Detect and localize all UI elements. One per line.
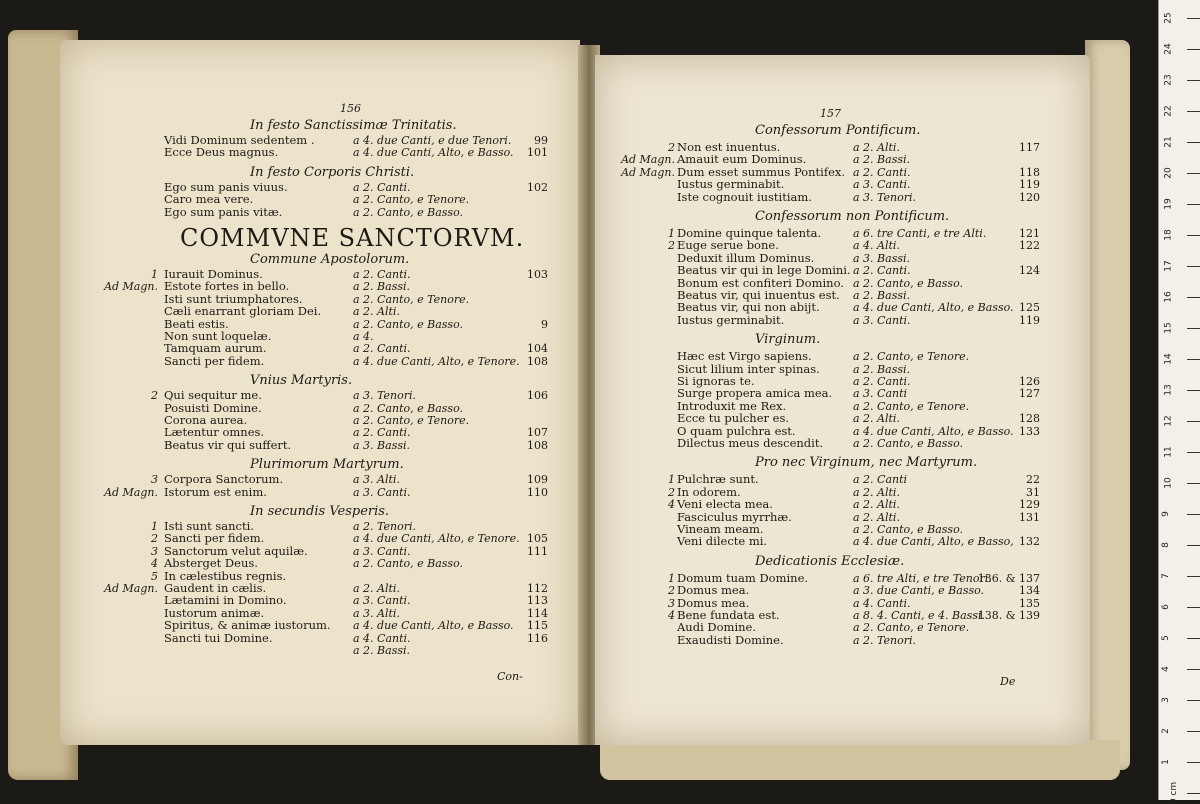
ruler-label: 12 [1163,415,1174,427]
ruler-label: 11 [1163,446,1174,458]
entry-voicing: a 2. Canto, e Tenore. [853,350,970,364]
entry-voicing: a 4. due Canti, Alto, e Basso. [853,301,1014,315]
ruler-tick [1187,669,1200,670]
ruler-label: 9 [1160,511,1171,517]
section-heading: Virginum. [755,332,821,348]
entry-voicing: a 2. Alti. [853,510,900,524]
entry-title: Beatus vir qui suffert. [164,437,292,452]
entry-page: 121 [1019,227,1040,240]
entry-label: 2 [668,584,675,598]
entry-title: Istorum est enim. [164,484,267,499]
ruler-tick [1187,483,1200,484]
entry-label: 3 [151,473,158,487]
entry-title: Estote fortes in bello. [164,279,290,294]
entry-title: Sancti per fidem. [164,353,265,368]
entry-page: 111 [527,544,548,558]
entry-page: 129 [1019,498,1040,512]
entry-voicing: a 3. Alti. [353,606,400,620]
entry-label: 1 [668,473,675,487]
entry-title: Domus mea. [677,595,750,610]
entry-page: 110 [527,485,548,499]
entry-title: Introduxit me Rex. [677,398,787,413]
entry-voicing: a 4. due Canti, Alto, e Basso. [353,619,514,633]
entry-label: 2 [151,532,158,546]
entry-page: 109 [527,473,548,487]
entry-title: Si ignoras te. [677,374,755,388]
entry-label: 4 [668,609,675,622]
entry-title: Sanctorum velut aquilæ. [164,543,308,558]
entry-voicing: a 8. 4. Canti, e 4. Bassi. [853,609,985,622]
entry-title: Iustorum animæ. [164,605,265,620]
entry-title: Vineam meam. [677,522,764,536]
ruler-label: 20 [1163,167,1174,179]
ruler-tick [1187,514,1200,515]
entry-voicing: a 3. Bassi. [853,251,910,265]
entry-label: Ad Magn. [621,153,675,167]
entry-title: Qui sequitur me. [164,388,262,403]
entry-title: Posuisti Domine. [164,400,262,415]
entry-page: 128 [1019,412,1040,426]
entry-voicing: a 4. due Canti, Alto, e Basso. [853,424,1014,438]
entry-title: Non sunt loquelæ. [164,329,272,343]
ruler-tick [1187,793,1200,794]
section-title: COMMVNE SANCTORVM. [180,224,525,252]
entry-label: 4 [151,557,158,571]
left-page [60,40,580,745]
page-number: 156 [340,102,361,115]
entry-title: Deduxit illum Dominus. [677,250,815,265]
entry-title: Iste cognouit iustitiam. [677,189,812,204]
ruler-tick [1187,359,1200,360]
entry-voicing: a 2. Canto, e Basso. [853,523,964,536]
entry-voicing: a 3. Canti. [353,544,411,558]
entry-title: In odorem. [677,484,741,499]
ruler-tick [1187,607,1200,608]
entry-title: Euge serue bone. [677,238,779,253]
entry-title: Exaudisti Domine. [677,632,784,647]
entry-page: 127 [1019,387,1040,401]
entry-voicing: a 2. Alti. [853,412,900,426]
ruler-tick [1187,266,1200,267]
entry-label: Ad Magn. [104,280,158,294]
entry-voicing: a 2. Canti [853,473,908,487]
entry-voicing: a 3. Canti. [853,313,911,327]
entry-page: 116 [527,631,548,645]
entry-page: 113 [527,594,548,608]
right-page-edges [1085,40,1130,770]
page-number: 157 [820,107,841,120]
entry-voicing: a 4. due Canti, Alto, e Tenore. [353,354,520,368]
entry-page: 101 [527,146,548,160]
ruler-label: 25 [1163,12,1174,24]
entry-page: 125 [1019,301,1040,315]
entry-voicing: a 3. Canti. [353,594,411,608]
entry-page: 117 [1019,141,1040,154]
entry-voicing: a 2. Canto, e Basso. [353,205,464,219]
entry-page: 134 [1019,584,1040,598]
ruler-tick [1187,297,1200,298]
section-heading: Vnius Martyris. [250,373,353,389]
entry-voicing: a 3. Canti. [853,178,911,192]
entry-voicing: a 6. tre Alti, e tre Tenori. [853,571,992,585]
section-heading: Confessorum Pontificum. [755,123,921,138]
entry-label: Ad Magn. [621,165,675,179]
entry-page: 31 [1026,485,1040,499]
entry-title: Spiritus, & animæ iustorum. [164,618,331,633]
entry-title: Isti sunt sancti. [164,519,254,533]
section-heading: In secundis Vesperis. [250,504,390,519]
entry-label: 5 [151,569,158,583]
entry-title: Corona aurea. [164,413,248,427]
entry-page: 108 [527,438,548,452]
entry-page: 122 [1019,239,1040,253]
entry-label: 1 [151,268,158,281]
entry-page: 115 [527,619,548,633]
entry-voicing: a 2. Alti. [853,498,900,512]
entry-voicing: a 3. Canti. [353,485,411,499]
entry-page: 9 [541,317,548,331]
ruler-label: 17 [1163,260,1174,272]
entry-label: 2 [668,141,675,154]
entry-title: Beatus vir, qui non abijt. [677,300,820,315]
ruler-tick [1187,142,1200,143]
section-heading: Commune Apostolorum. [250,252,410,267]
right-page [595,55,1090,745]
ruler-label: 15 [1163,322,1174,334]
entry-page: 133 [1019,424,1040,438]
entry-title: Ego sum panis vitæ. [164,204,283,219]
ruler-tick [1187,80,1200,81]
entry-voicing: a 2. Canto, e Basso. [353,557,464,571]
entry-title: Surge propera amica mea. [677,386,833,401]
entry-voicing: a 4. due Canti, Alto, e Tenore. [353,532,520,546]
section-heading: Pro nec Virginum, nec Martyrum. [755,455,978,471]
entry-title: Absterget Deus. [164,556,258,571]
ruler-label: 18 [1163,229,1174,241]
entry-voicing: a 3. Alti. [353,473,400,487]
entry-title: Bene fundata est. [677,608,780,622]
catchword: De [1000,675,1016,688]
ruler-label: 22 [1163,105,1174,117]
entry-title: Isti sunt triumphatores. [164,291,303,306]
entry-page: 22 [1026,473,1040,487]
ruler-label: 0 cm [1169,781,1180,804]
entry-voicing: a 4. due Canti, Alto, e Basso. [353,146,514,160]
entry-voicing: a 2. Canti. [353,426,411,440]
entry-voicing: a 4. [353,330,374,343]
entry-voicing: a 3. Canti [853,387,908,401]
entry-page: 135 [1019,596,1040,610]
ruler-tick [1187,18,1200,19]
entry-voicing: a 2. Canti. [853,264,911,278]
entry-page: 108 [527,354,548,368]
ruler-tick [1187,452,1200,453]
entry-title: Beatus vir, qui inuentus est. [677,288,840,302]
bottom-page-edges [600,740,1120,780]
entry-page: 136. & 137 [977,571,1040,585]
ruler-tick [1187,731,1200,732]
entry-title: Veni dilecte mi. [677,534,768,549]
ruler-label: 10 [1163,477,1174,489]
entry-title: Lætamini in Domino. [164,593,287,608]
entry-title: Ecce Deus magnus. [164,145,279,160]
entry-title: Domus mea. [677,583,750,598]
entry-voicing: a 2. Canti. [853,165,911,179]
ruler-tick [1187,638,1200,639]
section-heading: Confessorum non Pontificum. [755,209,950,224]
entry-label: 2 [151,389,158,403]
entry-title: Tamquam aurum. [164,341,267,356]
entry-page: 103 [527,268,548,281]
ruler-label: 1 [1160,759,1171,765]
ruler-tick [1187,390,1200,391]
ruler-tick [1187,700,1200,701]
ruler-label: 23 [1163,74,1174,86]
entry-label: 4 [668,498,675,512]
section-heading: Dedicationis Ecclesiæ. [755,553,905,569]
ruler-label: 19 [1163,198,1174,210]
entry-voicing: a 2. Bassi. [853,362,910,376]
ruler-tick [1187,762,1200,763]
entry-voicing: a 2. Canti. [353,268,411,281]
entry-voicing: a 2. Tenori. [853,633,917,647]
entry-voicing: a 3. Bassi. [353,438,410,452]
measurement-ruler [1158,0,1200,804]
ruler-tick [1187,111,1200,112]
entry-title: Lætentur omnes. [164,425,265,440]
entry-title: Beatus vir qui in lege Domini. [677,263,851,278]
entry-voicing: a 2. Canto, e Tenore. [853,621,970,635]
entry-voicing: a 3. due Canti, e Basso. [853,584,985,598]
section-heading: In festo Sanctissimæ Trinitatis. [250,118,457,133]
entry-title: Ecce tu pulcher es. [677,411,790,426]
entry-title: Hæc est Virgo sapiens. [677,349,812,364]
ruler-label: 7 [1160,573,1171,579]
entry-label: Ad Magn. [104,582,158,595]
entry-label: 1 [668,571,675,585]
entry-voicing: a 4. due Canti, e due Tenori. [353,134,512,147]
entry-page: 106 [527,389,548,403]
entry-page: 104 [527,342,548,356]
entry-voicing: a 2. Bassi. [353,644,410,657]
entry-page: 112 [527,582,548,595]
entry-voicing: a 2. Canto, e Basso. [853,276,964,290]
entry-voicing: a 2. Alti. [353,305,400,319]
ruler-tick [1187,328,1200,329]
entry-title: Sancti tui Domine. [164,630,273,645]
entry-title: Iurauit Dominus. [164,267,263,281]
entry-page: 120 [1019,190,1040,204]
entry-title: Amauit eum Dominus. [677,152,807,167]
entry-voicing: a 2. Canti. [853,375,911,388]
entry-page: 119 [1019,178,1040,192]
entry-voicing: a 4. Alti. [853,239,900,253]
ruler-label: 24 [1163,43,1174,55]
entry-title: Caro mea vere. [164,192,254,207]
entry-title: Domine quinque talenta. [677,226,822,240]
entry-label: 3 [151,544,158,558]
entry-page: 99 [534,134,548,147]
entry-voicing: a 2. Canto, e Basso. [853,437,964,450]
entry-voicing: a 2. Tenori. [353,520,417,533]
entry-title: Fasciculus myrrhæ. [677,509,792,524]
entry-title: Pulchræ sunt. [677,472,759,487]
entry-voicing: a 2. Alti. [853,141,900,154]
entry-voicing: a 2. Bassi. [853,153,910,167]
entry-label: 1 [668,227,675,240]
entry-title: Iustus germinabit. [677,177,785,192]
entry-voicing: a 2. Canto, e Tenore. [853,399,970,413]
entry-title: Iustus germinabit. [677,312,785,327]
entry-title: Non est inuentus. [677,140,781,154]
entry-title: Dilectus meus descendit. [677,436,824,450]
catchword: Con- [497,670,523,683]
entry-voicing: a 6. tre Canti, e tre Alti. [853,227,987,240]
ruler-tick [1187,576,1200,577]
entry-title: O quam pulchra est. [677,423,796,438]
entry-voicing: a 3. Tenori. [353,389,417,403]
entry-label: 2 [668,485,675,499]
ruler-label: 5 [1160,635,1171,641]
entry-title: Cæli enarrant gloriam Dei. [164,304,322,319]
entry-page: 131 [1019,510,1040,524]
entry-title: Sicut lilium inter spinas. [677,361,820,376]
entry-voicing: a 2. Canto, e Tenore. [353,193,470,207]
entry-voicing: a 2. Canto, e Basso. [353,401,464,415]
entry-voicing: a 2. Canto, e Basso. [353,317,464,331]
section-heading: Plurimorum Martyrum. [250,457,404,473]
entry-voicing: a 2. Bassi. [353,280,410,294]
ruler-label: 14 [1163,353,1174,365]
entry-page: 114 [527,606,548,620]
ruler-label: 2 [1160,728,1171,734]
entry-page: 119 [1019,313,1040,327]
ruler-label: 4 [1160,666,1171,672]
entry-title: Dum esset summus Pontifex. [677,164,846,179]
entry-title: Bonum est confiteri Domino. [677,275,844,290]
entry-title: In cælestibus regnis. [164,568,287,583]
entry-voicing: a 2. Bassi. [853,289,910,302]
entry-voicing: a 2. Canti. [353,342,411,356]
ruler-tick [1187,173,1200,174]
entry-voicing: a 2. Alti. [853,485,900,499]
entry-label: 2 [668,239,675,253]
entry-label: Ad Magn. [104,485,158,499]
ruler-tick [1187,421,1200,422]
ruler-label: 13 [1163,384,1174,396]
entry-page: 138. & 139 [977,609,1040,622]
entry-title: Domum tuam Domine. [677,570,809,585]
entry-page: 126 [1019,375,1040,388]
entry-page: 132 [1019,535,1040,549]
ruler-label: 21 [1163,136,1174,148]
ruler-tick [1187,204,1200,205]
ruler-tick [1187,49,1200,50]
entry-title: Gaudent in cælis. [164,581,267,595]
entry-label: 1 [151,520,158,533]
entry-page: 107 [527,426,548,440]
entry-title: Audi Domine. [677,620,757,635]
entry-title: Vidi Dominum sedentem . [164,133,315,147]
section-heading: In festo Corporis Christi. [250,164,415,180]
entry-voicing: a 3. Tenori. [853,190,917,204]
ruler-label: 16 [1163,291,1174,303]
entry-voicing: a 4. Canti. [853,596,911,610]
entry-page: 102 [527,180,548,194]
entry-title: Corpora Sanctorum. [164,472,284,487]
entry-label: 3 [668,596,675,610]
entry-voicing: a 2. Canto, e Tenore. [353,414,470,427]
entry-page: 124 [1019,264,1040,278]
ruler-label: 6 [1160,604,1171,610]
entry-voicing: a 2. Alti. [353,582,400,595]
entry-page: 118 [1019,165,1040,179]
entry-title: Veni electa mea. [677,497,773,512]
ruler-label: 3 [1160,697,1171,703]
ruler-tick [1187,235,1200,236]
entry-voicing: a 2. Canti. [353,180,411,194]
entry-voicing: a 2. Canto, e Tenore. [353,292,470,306]
ruler-tick [1187,545,1200,546]
entry-voicing: a 4. Canti. [353,631,411,645]
entry-page: 105 [527,532,548,546]
entry-title: Sancti per fidem. [164,531,265,546]
entry-title: Beati estis. [164,316,229,331]
entry-voicing: a 4. due Canti, Alto, e Basso, [853,535,1014,549]
entry-title: Ego sum panis viuus. [164,179,288,194]
ruler-label: 8 [1160,542,1171,548]
